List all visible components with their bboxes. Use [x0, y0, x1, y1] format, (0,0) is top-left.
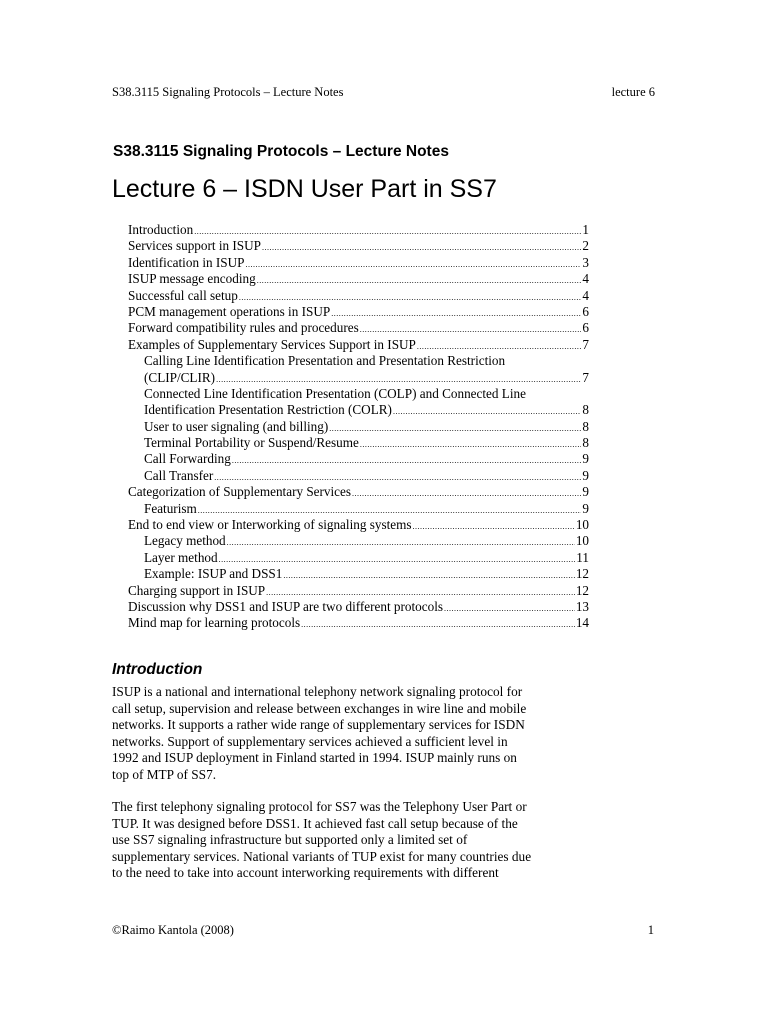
toc-page-number[interactable]: 2	[582, 238, 589, 254]
toc-page-number[interactable]: 4	[582, 271, 589, 287]
toc-page-number[interactable]: 6	[582, 303, 589, 319]
paragraph-line: to the need to take into account interworking requirements with different	[112, 865, 499, 880]
toc-entry[interactable]	[128, 566, 589, 582]
toc-dot-leader	[232, 453, 582, 469]
toc-page-number[interactable]: 14	[575, 615, 589, 631]
toc-page-number[interactable]: 9	[582, 467, 589, 483]
toc-dot-leader	[262, 240, 581, 256]
toc-entry[interactable]	[128, 615, 589, 631]
toc-entry-title[interactable]: Forward compatibility rules and procedures	[128, 320, 359, 336]
toc-page-number[interactable]: 10	[575, 533, 589, 549]
section-heading-introduction: Introduction	[112, 661, 203, 678]
toc-entry-title[interactable]: Layer method	[144, 549, 218, 565]
paragraph-line: The first telephony signaling protocol for SS7 was the Telephony User Part or	[112, 799, 527, 814]
toc-entry[interactable]	[128, 288, 589, 304]
toc-entry[interactable]	[128, 238, 589, 254]
toc-entry[interactable]	[128, 550, 589, 566]
toc-entry-title[interactable]: Call Forwarding	[144, 451, 231, 467]
toc-entry-title[interactable]: Mind map for learning protocols	[128, 615, 301, 631]
toc-entry-title[interactable]: Examples of Supplementary Services Support in ISUP	[128, 336, 416, 352]
toc-page-number[interactable]: 7	[582, 336, 589, 352]
toc-entry[interactable]	[128, 435, 589, 451]
toc-page-number[interactable]: 12	[575, 582, 589, 598]
paragraph-line: ISUP is a national and international telephony network signaling protocol for	[112, 684, 523, 699]
toc-page-number[interactable]: 11	[576, 549, 589, 565]
toc-page-number[interactable]: 12	[575, 566, 589, 582]
table-of-contents	[128, 222, 589, 632]
toc-dot-leader	[227, 535, 575, 551]
toc-entry[interactable]	[128, 304, 589, 320]
toc-entry-title[interactable]: ISUP message encoding	[128, 271, 256, 287]
toc-dot-leader	[301, 617, 575, 633]
toc-page-number[interactable]: 9	[582, 484, 589, 500]
toc-page-number[interactable]: 8	[582, 418, 589, 434]
toc-entry[interactable]	[128, 370, 589, 386]
toc-page-number[interactable]: 8	[582, 435, 589, 451]
toc-page-number[interactable]: 6	[582, 320, 589, 336]
toc-dot-leader	[257, 273, 582, 289]
toc-page-number[interactable]: 4	[582, 287, 589, 303]
toc-dot-leader	[393, 404, 581, 420]
toc-page-number[interactable]: 8	[582, 402, 589, 418]
toc-entry-title[interactable]: Charging support in ISUP	[128, 582, 266, 598]
toc-entry[interactable]	[128, 337, 589, 353]
toc-entry[interactable]	[128, 468, 589, 484]
toc-entry[interactable]	[128, 255, 589, 271]
toc-entry-title[interactable]: Example: ISUP and DSS1	[144, 566, 283, 582]
toc-entry[interactable]	[128, 451, 589, 467]
toc-entry-title[interactable]: Services support in ISUP	[128, 238, 261, 254]
toc-entry-title[interactable]: User to user signaling (and billing)	[144, 418, 329, 434]
paragraph-line: TUP. It was designed before DSS1. It achieved fast call setup because of the	[112, 815, 518, 831]
paragraph-line: supplementary services. National variants of TUP exist for many countries due	[112, 848, 532, 864]
toc-dot-leader	[245, 257, 581, 273]
running-header-lecture: lecture 6	[611, 85, 655, 99]
toc-entry-title[interactable]: (CLIP/CLIR)	[144, 369, 216, 385]
lecture-title: Lecture 6 – ISDN User Part in SS7	[112, 175, 497, 203]
toc-entry-title[interactable]: Successful call setup	[128, 287, 238, 303]
toc-entry-title[interactable]: PCM management operations in ISUP	[128, 303, 331, 319]
toc-entry[interactable]	[128, 419, 589, 435]
paragraph-line: networks. Support of supplementary services achieved a sufficient level in	[112, 733, 508, 749]
toc-page-number[interactable]: 9	[582, 451, 589, 467]
toc-page-number[interactable]: 1	[582, 222, 589, 237]
toc-page-number[interactable]: 3	[582, 254, 589, 270]
toc-entry-title[interactable]: Categorization of Supplementary Services	[128, 484, 352, 500]
toc-entry[interactable]	[128, 320, 589, 336]
footer-copyright: ©Raimo Kantola (2008)	[112, 923, 234, 937]
toc-dot-leader	[413, 519, 575, 535]
paragraph-line: networks. It supports a rather wide range of supplementary services for ISDN	[112, 717, 525, 732]
toc-entry[interactable]	[128, 271, 589, 287]
intro-paragraph-2	[112, 799, 592, 882]
paragraph-line: 1992 and ISUP deployment in Finland started in 1994. ISUP mainly runs on	[112, 750, 517, 765]
toc-dot-leader	[283, 568, 574, 584]
toc-page-number[interactable]: 9	[582, 500, 589, 516]
course-subtitle: S38.3115 Signaling Protocols – Lecture Notes	[113, 143, 449, 160]
toc-dot-leader	[444, 601, 575, 617]
toc-entry-title[interactable]: Terminal Portability or Suspend/Resume	[144, 435, 359, 451]
paragraph-line: top of MTP of SS7.	[112, 766, 217, 782]
toc-entry-title[interactable]: Identification Presentation Restriction (COLR)	[144, 402, 392, 418]
toc-entry[interactable]	[128, 517, 589, 533]
toc-page-number[interactable]: 13	[575, 598, 589, 614]
toc-dot-leader	[360, 437, 582, 453]
toc-page-number[interactable]: 10	[575, 517, 589, 533]
paragraph-line: use SS7 signaling infrastructure but supported only a limited set of	[112, 832, 468, 847]
intro-paragraph-1	[112, 684, 592, 783]
toc-dot-leader	[329, 421, 581, 437]
toc-entry-title[interactable]: Call Transfer	[144, 467, 214, 483]
toc-entry-title[interactable]: Discussion why DSS1 and ISUP are two different protocols	[128, 598, 444, 614]
toc-entry[interactable]	[128, 533, 589, 549]
toc-entry-line[interactable]: Calling Line Identification Presentation and Presentation Restriction	[144, 353, 506, 369]
running-header-title: S38.3115 Signaling Protocols – Lecture Notes	[112, 85, 344, 99]
paragraph-line: call setup, supervision and release between exchanges in wire line and mobile	[112, 700, 527, 716]
toc-entry[interactable]	[128, 599, 589, 615]
toc-entry[interactable]	[128, 484, 589, 500]
toc-entry-title[interactable]: Identification in ISUP	[128, 254, 245, 270]
toc-entry-line[interactable]: Connected Line Identification Presentation (COLP) and Connected Line	[144, 385, 526, 401]
toc-entry[interactable]	[128, 583, 589, 599]
toc-entry[interactable]	[128, 501, 589, 517]
toc-entry-title[interactable]: End to end view or Interworking of signaling systems	[128, 517, 412, 533]
footer-page-number: 1	[647, 923, 654, 937]
toc-page-number[interactable]: 7	[582, 369, 589, 385]
toc-entry[interactable]	[128, 402, 589, 418]
toc-entry-title[interactable]: Featurism	[144, 500, 197, 516]
toc-dot-leader	[352, 486, 581, 502]
toc-entry[interactable]	[128, 222, 589, 238]
toc-dot-leader	[331, 306, 581, 322]
toc-entry-title[interactable]: Introduction	[128, 222, 194, 237]
toc-entry-title[interactable]: Legacy method	[144, 533, 226, 549]
